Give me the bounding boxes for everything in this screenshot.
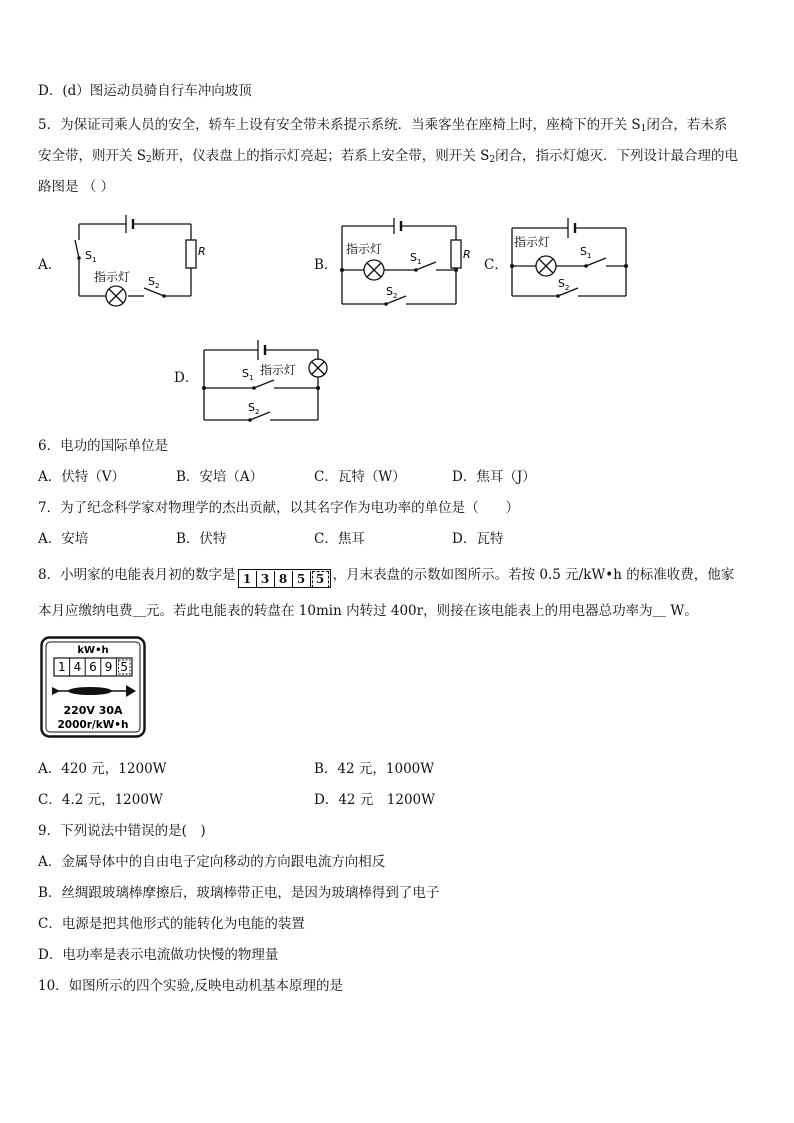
q7-option-a: A．安培 bbox=[38, 531, 89, 547]
q6-option-a: A．伏特（V） bbox=[38, 469, 125, 485]
q9-option-a: A．金属导体中的自由电子定向移动的方向跟电流方向相反 bbox=[38, 854, 386, 870]
q8-stem-line2: 本月应缴纳电费＿元。若此电能表的转盘在 10min 内转过 400r，则接在该电能表上的用电器总功率为＿ W。 bbox=[38, 603, 698, 619]
q6-option-d: D．焦耳（J） bbox=[452, 469, 536, 485]
q9-option-c: C．电源是把其他形式的能转化为电能的装置 bbox=[38, 916, 305, 932]
circuit-diagram-b bbox=[336, 216, 476, 308]
circuit-diagram-d bbox=[198, 334, 338, 426]
q4-option-d: D．(d）图运动员骑自行车冲向坡顶 bbox=[38, 83, 252, 99]
q8-option-d: D．42 元 1200W bbox=[314, 792, 436, 808]
q7-option-b: B．伏特 bbox=[176, 531, 227, 547]
meter-digit-4: 9 bbox=[104, 660, 113, 674]
q8-option-b: B．42 元，1000W bbox=[314, 761, 435, 777]
circuit-diagram-a bbox=[66, 208, 216, 312]
q7-option-d: D．瓦特 bbox=[452, 531, 504, 547]
q5-stem-line2: 安全带，则开关 $S_2$断开，仪表盘上的指示灯亮起；若系上安全带，则开关 $S_2$闭合，指示灯熄灭．下列设计最合理的电 bbox=[38, 148, 739, 165]
q5-label-b: B． bbox=[314, 257, 338, 273]
q6-stem: 6．电功的国际单位是 bbox=[38, 438, 169, 454]
d-s1-label: $S_1$ bbox=[242, 367, 254, 382]
a-s1-label: $S_1$ bbox=[85, 249, 97, 264]
q5-stem-line3: 路图是 （ ） bbox=[38, 179, 115, 195]
q8-stem-line1: 8．小明家的电能表月初的数字是 1 3 8 5 5 ，月末表盘的示数如图所示。若按 0.5 元/kW•h 的标准收费，他家 bbox=[38, 567, 735, 586]
meter-digit-3: 6 bbox=[89, 660, 97, 674]
q7-option-c: C．焦耳 bbox=[314, 531, 365, 547]
c-lamp-label: 指示灯 bbox=[514, 235, 551, 249]
meter-revolutions: 2000r/kW•h bbox=[57, 719, 129, 731]
q5-label-a: A． bbox=[38, 257, 62, 273]
b-lamp-label: 指示灯 bbox=[346, 242, 383, 256]
q9-stem: 9．下列说法中错误的是( ) bbox=[38, 823, 206, 839]
b-s2-label: $S_2$ bbox=[386, 285, 398, 300]
circuit-diagram-c bbox=[506, 210, 636, 302]
meter-digit-5: 5 bbox=[120, 660, 129, 674]
q10-stem: 10．如图所示的四个实验,反映电动机基本原理的是 bbox=[38, 978, 343, 994]
q9-option-b: B．丝绸跟玻璃棒摩擦后，玻璃棒带正电，是因为玻璃棒得到了电子 bbox=[38, 885, 440, 901]
q8-option-c: C．4.2 元，1200W bbox=[38, 792, 163, 808]
d-s2-label: $S_2$ bbox=[248, 401, 260, 416]
c-s1-label: $S_1$ bbox=[580, 245, 592, 260]
meter-rating: 220V 30A bbox=[63, 704, 123, 717]
meter-digit-2: 4 bbox=[73, 660, 82, 674]
b-resistor-label: R bbox=[463, 248, 471, 261]
q5-label-c: C． bbox=[484, 257, 508, 273]
q5-stem-line1: 5．为保证司乘人员的安全，轿车上设有安全带未系提示系统．当乘客坐在座椅上时，座椅下的开关 $S_1$闭合，若未系 bbox=[38, 117, 728, 134]
q6-option-c: C．瓦特（W） bbox=[314, 469, 406, 485]
d-lamp-label: 指示灯 bbox=[260, 363, 297, 377]
q5-label-d: D． bbox=[174, 370, 199, 386]
c-s2-label: $S_2$ bbox=[558, 277, 570, 292]
a-lamp-label: 指示灯 bbox=[94, 270, 131, 284]
electric-meter-figure bbox=[40, 636, 146, 738]
q7-stem: 7．为了纪念科学家对物理学的杰出贡献，以其名字作为电功率的单位是（ ） bbox=[38, 500, 520, 516]
meter-disc-arrow-icon bbox=[52, 685, 136, 697]
a-s2-label: $S_2$ bbox=[148, 275, 160, 290]
meter-digit-1: 1 bbox=[57, 660, 66, 674]
q8-option-a: A．420 元，1200W bbox=[38, 761, 167, 777]
q9-option-d: D．电功率是表示电流做功快慢的物理量 bbox=[38, 947, 279, 963]
q8-start-reading: 1 3 8 5 5 bbox=[238, 569, 331, 588]
b-s1-label: $S_1$ bbox=[410, 251, 422, 266]
q6-option-b: B．安培（A） bbox=[176, 469, 264, 485]
meter-unit: kW•h bbox=[77, 645, 109, 656]
a-resistor-label: R bbox=[198, 245, 206, 258]
